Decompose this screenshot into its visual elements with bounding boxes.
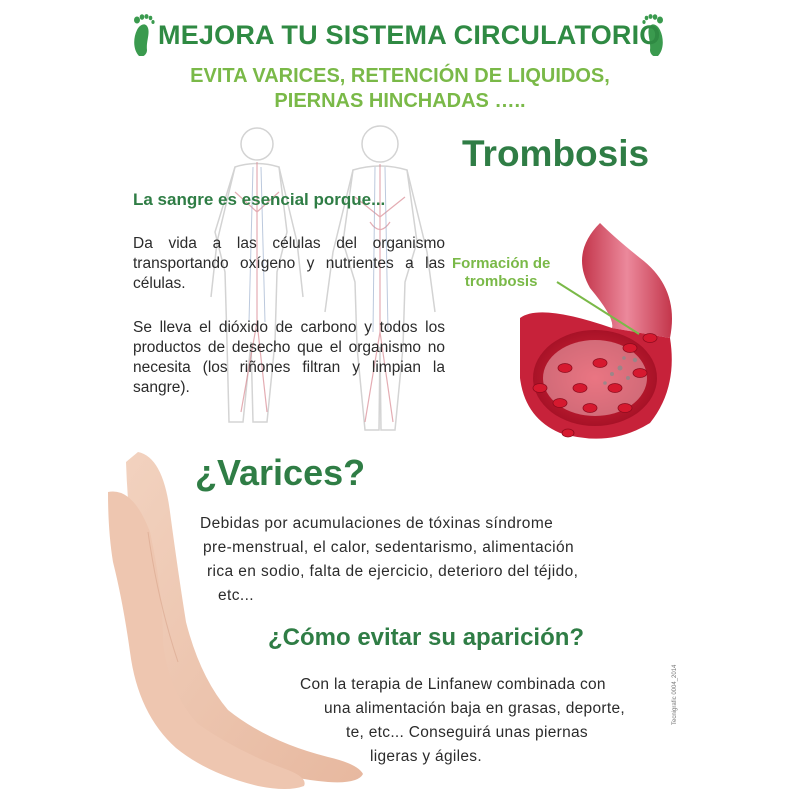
pointer-line xyxy=(555,280,645,340)
varices-line-3: rica en sodio, falta de ejercicio, deterioro del téjido, xyxy=(207,563,579,580)
varices-line-2: pre-menstrual, el calor, sedentarismo, alimentación xyxy=(203,539,575,556)
subtitle-line-2: PIERNAS HINCHADAS ….. xyxy=(274,90,526,112)
prevention-paragraph xyxy=(300,673,660,769)
varices-line-1: Debidas por acumulaciones de tóxinas síndrome xyxy=(200,515,554,532)
page-title: MEJORA TU SISTEMA CIRCULATORIO xyxy=(158,20,661,50)
blood-paragraph-2: Se lleva el dióxido de carbono y todos los productos de desecho que el organismo no necesita (los riñones filtran y limpian la sangre). xyxy=(133,319,445,396)
varices-line-4: etc... xyxy=(218,587,254,604)
prevention-heading: ¿Cómo evitar su aparición? xyxy=(268,624,585,651)
page-subtitle xyxy=(175,64,625,114)
subtitle-line-1: EVITA VARICES, RETENCIÓN DE LIQUIDOS, xyxy=(190,65,610,87)
prevention-line-1: Con la terapia de Linfanew combinada con xyxy=(300,676,606,693)
left-footprint-icon xyxy=(131,12,157,56)
prevention-line-4: ligeras y ágiles. xyxy=(370,748,482,765)
thrombosis-label xyxy=(452,255,550,291)
thrombosis-label-line-1: Formación de xyxy=(452,255,551,272)
thrombosis-label-line-2: trombosis xyxy=(464,273,538,290)
trombosis-heading: Trombosis xyxy=(462,133,650,174)
varices-heading: ¿Varices? xyxy=(195,452,366,493)
prevention-line-2: una alimentación baja en grasas, deporte, xyxy=(324,700,625,717)
prevention-line-3: te, etc... Conseguirá unas piernas xyxy=(346,724,588,741)
blood-heading: La sangre es esencial porque... xyxy=(133,190,386,209)
varices-paragraph xyxy=(200,512,660,608)
blood-paragraph-1: Da vida a las células del organismo transportando oxígeno y nutrientes a las células. xyxy=(133,235,445,292)
print-code: Tecnigrafic 0004_2014 xyxy=(672,664,678,725)
